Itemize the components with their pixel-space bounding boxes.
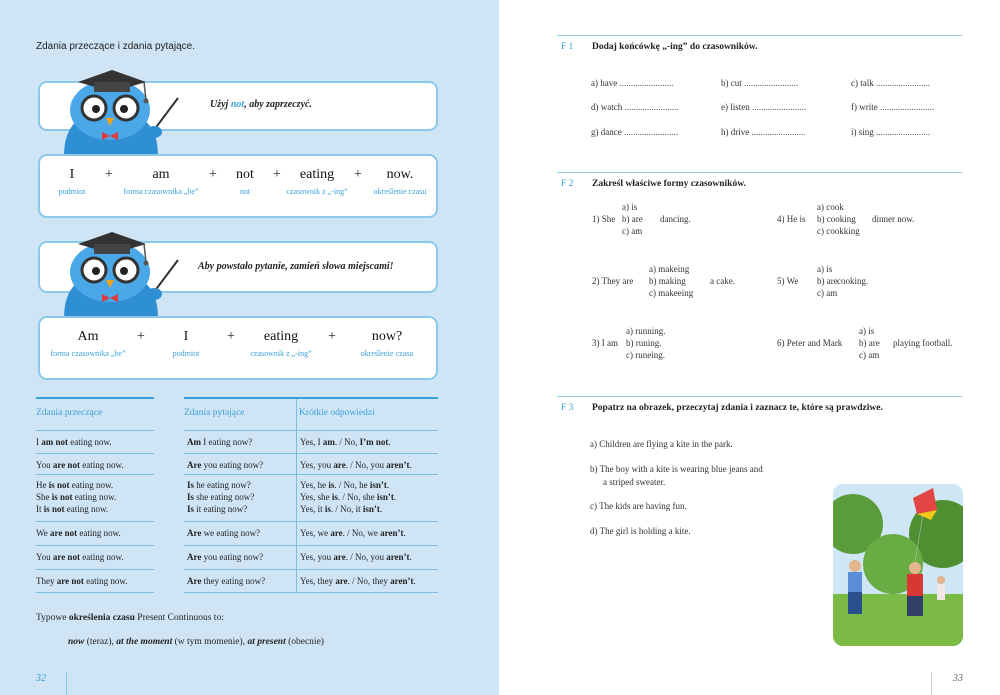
short-answer: Yes, she is. / No, she isn’t. <box>300 492 397 502</box>
table-row-rule <box>184 592 296 593</box>
table-col-divider <box>296 399 297 592</box>
formula-label: forma czasownika „be” <box>123 187 199 196</box>
page-heading: Zdania przeczące i zdania pytające. <box>36 41 195 52</box>
exercise-label: F 2 <box>561 179 574 189</box>
formula-word: eating <box>263 329 299 344</box>
choice-option[interactable]: a) makeing <box>649 264 690 274</box>
exercise-label: F 3 <box>561 403 574 413</box>
choice-option[interactable]: c) makeeing <box>649 288 694 298</box>
short-answer: Yes, we are. / No, we aren’t. <box>300 528 406 538</box>
negative-sentence: You are not eating now. <box>36 552 124 562</box>
kids-kite-photo <box>833 484 963 646</box>
choice-suffix: a cake. <box>710 276 735 286</box>
question-sentence: Are they eating now? <box>187 576 266 586</box>
ing-exercise-item[interactable]: f) write ........................ <box>851 102 934 112</box>
formula-plus: + <box>137 329 145 344</box>
table-header-rule <box>36 397 154 399</box>
table-header: Krótkie odpowiedzi <box>299 408 375 418</box>
formula-label: czasownik z „-ing” <box>250 349 312 358</box>
short-answer: Yes, they are. / No, they aren’t. <box>300 576 416 586</box>
owl-teacher-icon <box>54 68 184 158</box>
short-answer: Yes, I am. / No, I’m not. <box>300 437 391 447</box>
formula-word: am <box>152 167 170 182</box>
ing-exercise-item[interactable]: d) watch ........................ <box>591 102 679 112</box>
statement-d[interactable]: d) The girl is holding a kite. <box>590 526 691 536</box>
choice-suffix: cooking. <box>837 276 869 286</box>
formula-label: forma czasownika „be” <box>50 349 126 358</box>
choice-option[interactable]: c) am <box>859 350 880 360</box>
question-sentence: Is it eating now? <box>187 504 248 514</box>
ing-exercise-item[interactable]: a) have ........................ <box>591 78 674 88</box>
table-row-rule <box>184 521 296 522</box>
table-row-rule <box>296 453 438 454</box>
choice-option[interactable]: a) running. <box>626 326 666 336</box>
table-row-rule <box>36 569 154 570</box>
choice-option[interactable]: c) cookking <box>817 226 860 236</box>
statement-c[interactable]: c) The kids are having fun. <box>590 501 687 511</box>
negative-sentence: She is not eating now. <box>36 492 117 502</box>
choice-option[interactable]: a) is <box>622 202 638 212</box>
formula-word: not <box>236 167 254 182</box>
choice-prefix: 4) He is <box>777 214 806 224</box>
formula-plus: + <box>354 167 362 182</box>
choice-option[interactable]: c) runeing. <box>626 350 665 360</box>
choice-prefix: 6) Peter and Mark <box>777 338 843 348</box>
negative-sentence: He is not eating now. <box>36 480 114 490</box>
formula-word: I <box>69 167 75 182</box>
table-header: Zdania przeczące <box>36 408 103 418</box>
ing-exercise-item[interactable]: c) talk ........................ <box>851 78 930 88</box>
formula-label: not <box>239 187 251 196</box>
page-number-divider <box>66 672 67 695</box>
exercise-title: Dodaj końcówkę „-ing” do czasowników. <box>592 42 758 52</box>
choice-option[interactable]: b) are <box>622 214 643 224</box>
formula-plus: + <box>227 329 235 344</box>
ing-exercise-item[interactable]: g) dance ........................ <box>591 127 678 137</box>
negative-sentence: We are not eating now. <box>36 528 121 538</box>
formula-plus: + <box>328 329 336 344</box>
table-row-rule <box>296 592 438 593</box>
negative-sentence: You are not eating now. <box>36 460 124 470</box>
table-row-rule <box>296 430 438 431</box>
choice-option[interactable]: a) is <box>859 326 875 336</box>
formula-negative <box>40 167 438 197</box>
owl-teacher-icon <box>54 230 184 320</box>
negative-sentence: I am not eating now. <box>36 437 112 447</box>
table-row-rule <box>296 545 438 546</box>
statement-a[interactable]: a) Children are flying a kite in the park. <box>590 439 733 449</box>
short-answer: Yes, he is. / No, he isn’t. <box>300 480 390 490</box>
choice-prefix: 3) I am <box>592 338 618 348</box>
formula-plus: + <box>209 167 217 182</box>
table-row-rule <box>184 569 296 570</box>
page-number: 33 <box>953 673 963 684</box>
choice-prefix: 2) They are <box>592 276 634 286</box>
choice-option[interactable]: a) is <box>817 264 833 274</box>
section-divider <box>557 172 962 173</box>
question-sentence: Is he eating now? <box>187 480 251 490</box>
statement-b[interactable]: b) The boy with a kite is wearing blue jeans and <box>590 464 763 474</box>
negative-sentence: They are not eating now. <box>36 576 128 586</box>
time-expressions-list: now (teraz), at the moment (w tym momenie), at present (obecnie) <box>68 637 324 647</box>
table-row-rule <box>296 569 438 570</box>
tip-text-question: Aby powstało pytanie, zamień słowa miejscami! <box>198 261 394 272</box>
question-sentence: Is she eating now? <box>187 492 255 502</box>
table-header-rule <box>296 397 438 399</box>
table-row-rule <box>296 474 438 475</box>
short-answer: Yes, you are. / No, you aren’t. <box>300 552 412 562</box>
formula-label: podmiot <box>58 187 86 196</box>
negative-sentence: It is not eating now. <box>36 504 109 514</box>
formula-label: określenie czasu <box>373 187 427 196</box>
table-header: Zdania pytające <box>184 408 245 418</box>
page-number: 32 <box>36 673 46 684</box>
formula-label: podmiot <box>172 349 200 358</box>
formula-plus: + <box>273 167 281 182</box>
choice-prefix: 5) We <box>777 276 799 286</box>
choice-suffix: dinner now. <box>872 214 915 224</box>
short-answer: Yes, you are. / No, you aren’t. <box>300 460 412 470</box>
table-row-rule <box>36 521 154 522</box>
question-sentence: Are we eating now? <box>187 528 261 538</box>
choice-option[interactable]: b) are <box>859 338 880 348</box>
choice-suffix: dancing. <box>660 214 691 224</box>
table-row-rule <box>36 545 154 546</box>
table-row-rule <box>36 474 154 475</box>
table-header-rule <box>184 397 296 399</box>
formula-word: eating <box>299 167 335 182</box>
formula-word: I <box>183 329 189 344</box>
table-row-rule <box>296 521 438 522</box>
ing-exercise-item[interactable]: i) sing ........................ <box>851 127 931 137</box>
formula-plus: + <box>105 167 113 182</box>
choice-option[interactable]: b) making <box>649 276 686 286</box>
question-sentence: Are you eating now? <box>187 460 264 470</box>
formula-word: now. <box>386 167 414 182</box>
table-row-rule <box>36 453 154 454</box>
choice-option[interactable]: c) am <box>622 226 643 236</box>
choice-option[interactable]: b) are <box>817 276 838 286</box>
question-sentence: Am I eating now? <box>187 437 253 447</box>
ing-exercise-item[interactable]: b) cut ........................ <box>721 78 798 88</box>
choice-option[interactable]: c) am <box>817 288 838 298</box>
formula-label: czasownik z „-ing” <box>286 187 348 196</box>
table-row-rule <box>184 430 296 431</box>
formula-question <box>40 329 438 359</box>
formula-word: Am <box>77 329 99 344</box>
right-page <box>499 0 1000 695</box>
choice-suffix: playing football. <box>893 338 953 348</box>
section-divider <box>557 396 962 397</box>
formula-label: określenie czasu <box>360 349 414 358</box>
choice-option[interactable]: b) cooking <box>817 214 856 224</box>
tip-text-negative: Użyj not, aby zaprzeczyć. <box>210 99 312 110</box>
ing-exercise-item[interactable]: h) drive ........................ <box>721 127 806 137</box>
table-row-rule <box>184 453 296 454</box>
exercise-title: Zakreśl właściwe formy czasowników. <box>592 179 746 189</box>
time-expressions-intro: Typowe określenia czasu Present Continuous to: <box>36 613 224 623</box>
table-row-rule <box>36 430 154 431</box>
short-answer: Yes, it is. / No, it isn’t. <box>300 504 383 514</box>
left-page <box>0 0 499 695</box>
table-row-rule <box>184 545 296 546</box>
exercise-label: F 1 <box>561 42 574 52</box>
table-row-rule <box>184 474 296 475</box>
table-row-rule <box>36 592 154 593</box>
exercise-title: Popatrz na obrazek, przeczytaj zdania i zaznacz te, które są prawdziwe. <box>592 403 883 413</box>
choice-option[interactable]: a) cook <box>817 202 844 212</box>
page-number-divider <box>931 672 932 695</box>
choice-prefix: 1) She <box>592 214 616 224</box>
ing-exercise-item[interactable]: e) listen ........................ <box>721 102 806 112</box>
question-sentence: Are you eating now? <box>187 552 264 562</box>
section-divider <box>557 35 962 36</box>
statement-b-cont: a striped sweater. <box>603 477 666 487</box>
choice-option[interactable]: b) runing. <box>626 338 662 348</box>
formula-word: now? <box>371 329 403 344</box>
